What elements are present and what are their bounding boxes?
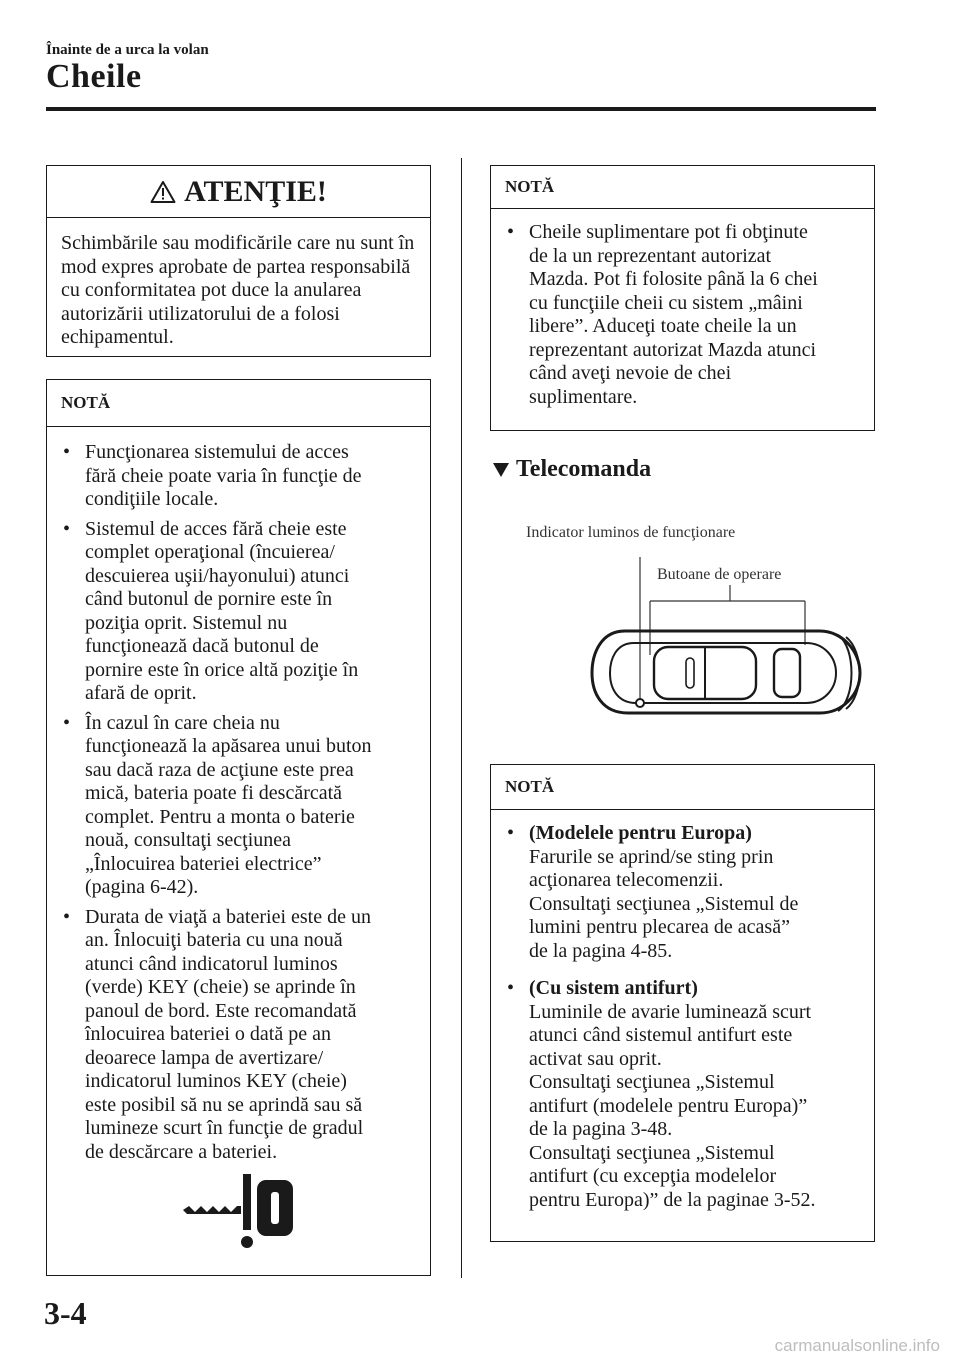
bullet-icon: • <box>63 441 71 463</box>
note-box-right-bottom <box>490 764 875 1242</box>
page-number: 3-4 <box>44 1295 87 1331</box>
triangle-down-icon <box>492 462 510 478</box>
bullet-icon: • <box>507 977 515 999</box>
list-item <box>507 822 864 963</box>
callout-buttons-label: Butoane de operare <box>657 566 782 583</box>
list-item-lead: (Cu sistem antifurt) <box>529 977 698 999</box>
list-item-text: În cazul în care cheia nu funcţionează la apăsarea unui buton sau dacă raza de acţiune este prea mică, bateria poate fi descărcată complet. Pentru a monta o baterie nouă, consultaţi secţiunea „Înlocuirea bateriei electrice” (pagina 6-42). <box>85 711 372 898</box>
note-heading: NOTĂ <box>61 393 111 412</box>
list-item-text: Funcţionarea sistemului de acces fără cheie poate varia în funcţie de condiţiile locale. <box>85 441 362 510</box>
note-heading: NOTĂ <box>505 777 555 796</box>
caution-text: Schimbările sau modificările care nu sunt în mod expres aprobate de partea responsabilă cu conformitatea pot duce la anularea autorizării utilizatorului de a folosi echipamentul. <box>61 232 415 348</box>
section-label: Înainte de a urca la volan <box>46 42 209 58</box>
list-item-lead: (Modelele pentru Europa) <box>529 822 752 844</box>
watermark: carmanualsonline.info <box>774 1336 940 1355</box>
list-item <box>63 518 420 706</box>
caution-heading: ATENŢIE! <box>184 174 327 208</box>
list-item <box>507 221 864 409</box>
note-heading: NOTĂ <box>505 177 555 196</box>
bullet-icon: • <box>63 517 71 540</box>
note-list <box>491 810 874 1212</box>
note-header <box>491 166 874 209</box>
section-heading-text: Telecomanda <box>516 456 652 482</box>
section-heading <box>492 456 651 483</box>
note-list <box>491 209 874 409</box>
bullet-icon: • <box>507 221 515 243</box>
note-box-right-top <box>490 165 875 431</box>
column-divider <box>461 158 462 1278</box>
list-item-text: Luminile de avarie luminează scurt atunci când sistemul antifurt este activat sau oprit. Consultaţi secţiunea „Sistemul antifurt (modelele pentru Europa)” de la pagina 3-48. Consultaţi secţiunea „Sistemul antifurt (cu excepţia modelelor pentru Europa)” de la paginae 3-52. <box>529 1000 816 1211</box>
list-item-text: Durata de viaţă a bateriei este de un an. Înlocuiţi bateria cu una nouă atunci când indicatorul luminos (verde) KEY (cheie) se aprinde în panoul de bord. Este recomandată înlocuirea bateriei o dată pe an deoarece lampa de avertizare/ indicatorul luminos KEY (cheie) este posibil să nu se aprindă sau să lumineze scurt în funcţie de gradul de descărcare a bateriei. <box>85 905 371 1163</box>
callout-indicator-label: Indicator luminos de funcţionare <box>526 524 736 541</box>
warning-triangle-icon <box>150 180 176 204</box>
caution-box <box>46 165 431 357</box>
bullet-icon: • <box>507 822 515 844</box>
remote-key-illustration <box>580 545 870 715</box>
bullet-icon: • <box>63 711 71 734</box>
list-item-text: Sistemul de acces fără cheie este complet operaţional (încuierea/ descuierea uşii/hayonului) atunci când butonul de pornire este în poziţia oprit. Sistemul nu funcţionează dacă butonul de pornire este în orice altă poziţie în afară de oprit. <box>85 517 359 704</box>
list-item <box>63 441 420 512</box>
note-list <box>47 427 430 1164</box>
title-rule <box>46 107 876 111</box>
list-item-text: Cheile suplimentare pot fi obţinute de la un reprezentant autorizat Mazda. Pot fi folosite până la 6 chei cu funcţiile cheii cu sistem „mâini libere”. Aduceţi toate cheile la un reprezentant autorizat Mazda atunci când aveţi nevoie de chei suplimentare. <box>529 221 818 408</box>
list-item <box>507 977 864 1212</box>
page-title: Cheile <box>46 58 142 95</box>
note-header <box>491 765 874 810</box>
note-header <box>47 380 430 427</box>
caution-header <box>47 166 430 218</box>
list-item-text: Farurile se aprind/se sting prin acţionarea telecomenzii. Consultaţi secţiunea „Sistemul de lumini pentru plecarea de acasă” de la pagina 4-85. <box>529 845 799 962</box>
key-warning-icon <box>179 1166 309 1254</box>
list-item <box>63 712 420 900</box>
list-item <box>63 906 420 1165</box>
note-box-left <box>46 379 431 1276</box>
bullet-icon: • <box>63 905 71 928</box>
